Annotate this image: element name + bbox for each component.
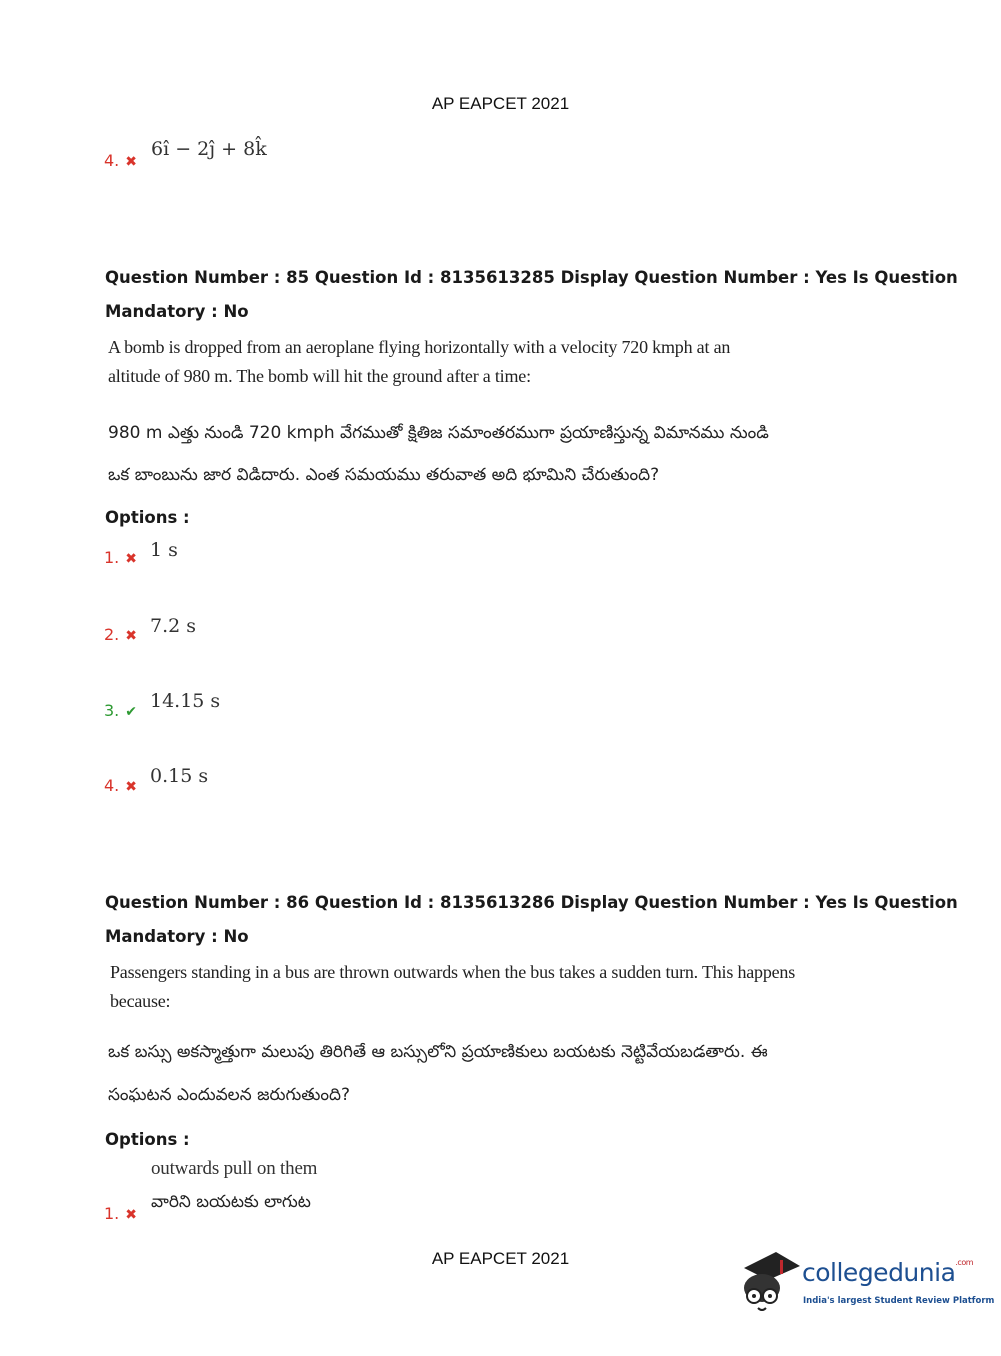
logo-suffix: .com bbox=[955, 1258, 974, 1267]
q85-telugu-line1: 980 m ఎత్తు నుండి 720 kmph వేగముతో క్షితిజ సమాంతరముగా ప్రయాణిస్తున్న విమానము నుండి bbox=[108, 423, 769, 443]
cross-icon: ✖ bbox=[125, 551, 137, 567]
prev-option-value: 6î − 2ĵ + 8k̂ bbox=[151, 138, 267, 160]
cross-icon: ✖ bbox=[125, 154, 137, 170]
q86-english-line1: Passengers standing in a bus are thrown outwards when the bus takes a sudden turn. This happens bbox=[110, 962, 796, 982]
q85-english-line2: altitude of 980 m. The bomb will hit the ground after a time: bbox=[108, 366, 531, 386]
q85-option-1-value: 1 s bbox=[150, 539, 178, 561]
logo-brand: collegedunia bbox=[802, 1258, 956, 1287]
q85-option-3-number: 3. ✔ bbox=[104, 701, 137, 720]
q85-option-2-value: 7.2 s bbox=[150, 615, 197, 637]
q86-english-line2: because: bbox=[110, 991, 171, 1011]
q86-meta-line1: Question Number : 86 Question Id : 8135613286 Display Question Number : Yes Is Question bbox=[105, 893, 958, 912]
q86-options-label: Options : bbox=[105, 1130, 190, 1149]
q86-option-1-value-en: outwards pull on them bbox=[151, 1158, 318, 1179]
q86-option-1-number: 1. ✖ bbox=[104, 1204, 137, 1223]
logo-tagline: India's largest Student Review Platform bbox=[803, 1296, 995, 1306]
q85-option-3-value: 14.15 s bbox=[150, 690, 221, 712]
page-footer: AP EAPCET 2021 bbox=[431, 1249, 570, 1268]
q85-options-label: Options : bbox=[105, 508, 190, 527]
q85-meta-line1: Question Number : 85 Question Id : 8135613285 Display Question Number : Yes Is Question bbox=[105, 268, 958, 287]
q85-option-4-value: 0.15 s bbox=[150, 765, 209, 787]
q85-telugu-line2: ఒక బాంబును జార విడిదారు. ఎంత సమయము తరువాత అది భూమిని చేరుతుంది? bbox=[108, 465, 660, 485]
q85-option-4-number: 4. ✖ bbox=[104, 776, 137, 795]
collegedunia-logo bbox=[740, 1246, 995, 1316]
q85-meta-line2: Mandatory : No bbox=[105, 302, 249, 321]
q86-telugu-line1: ఒక బస్సు అకస్మాత్తుగా మలుపు తిరిగితే ఆ బస్సులోని ప్రయాణికులు బయటకు నెట్టివేయబడతారు. ఈ bbox=[108, 1042, 768, 1062]
q86-meta-line2: Mandatory : No bbox=[105, 927, 249, 946]
cross-icon: ✖ bbox=[125, 628, 137, 644]
prev-option-number: 4. ✖ bbox=[104, 151, 137, 170]
check-icon: ✔ bbox=[125, 704, 137, 720]
q85-option-2-number: 2. ✖ bbox=[104, 625, 137, 644]
page-header: AP EAPCET 2021 bbox=[431, 94, 570, 113]
mascot-icon bbox=[740, 1246, 802, 1316]
q86-option-1-value-te: వారిని బయటకు లాగుట bbox=[151, 1192, 311, 1212]
cross-icon: ✖ bbox=[125, 1207, 137, 1223]
q85-option-1-number: 1. ✖ bbox=[104, 548, 137, 567]
cross-icon: ✖ bbox=[125, 779, 137, 795]
q85-english-line1: A bomb is dropped from an aeroplane flying horizontally with a velocity 720 kmph at an bbox=[108, 337, 731, 357]
q86-telugu-line2: సంఘటన ఎందువలన జరుగుతుంది? bbox=[108, 1085, 351, 1105]
